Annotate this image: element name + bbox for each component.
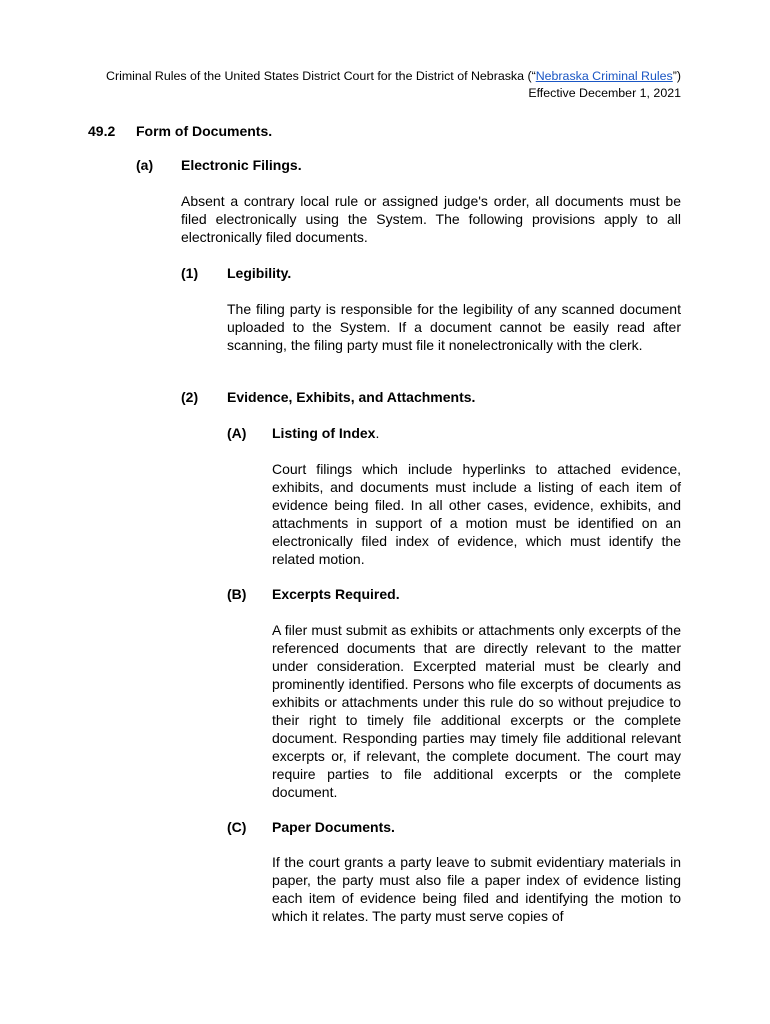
item-B-title: Excerpts Required. [272, 586, 400, 602]
rule-number: 49.2 [88, 123, 116, 139]
section-a-title: Electronic Filings. [181, 157, 302, 173]
nebraska-criminal-rules-link[interactable]: Nebraska Criminal Rules [535, 69, 673, 83]
section-a-marker: (a) [136, 157, 154, 173]
item-2-title: Evidence, Exhibits, and Attachments. [227, 389, 476, 405]
item-A-text: Court filings which include hyperlinks to attached evidence, exhibits, and documents must include a listing of each item of evidence being filed. In all other cases, evidence, exhibits, and attachments in support of a motion must be identified on an electronically filed index of evidence, which must identify the related motion. [272, 461, 681, 567]
item-A-title: Listing of Index [272, 425, 376, 441]
item-B-marker: (B) [227, 586, 247, 602]
item-A-marker: (A) [227, 425, 247, 441]
header-suffix: ”) [672, 69, 681, 83]
item-1-marker: (1) [181, 265, 199, 281]
item-1-title: Legibility. [227, 265, 292, 281]
item-2-marker: (2) [181, 389, 199, 405]
item-A-title-suffix: . [375, 425, 380, 441]
header-effective-date: Effective December 1, 2021 [528, 86, 681, 100]
header-prefix: Criminal Rules of the United States District Court for the District of Nebraska (“ [106, 69, 536, 83]
header-title [61, 68, 681, 85]
item-B-text: A filer must submit as exhibits or attachments only excerpts of the referenced documents that are directly relevant to the matter under consideration. Excerpted material must be clearly and prominently identified. Persons who file excerpts of documents as exhibits or attachments under this rule do so without prejudice to their right to timely file additional excerpts or the complete document. Responding parties may timely file additional relevant excerpts or, if relevant, the complete document. The court may require parties to file additional excerpts or the complete document. [272, 622, 681, 800]
item-1-text: The filing party is responsible for the legibility of any scanned document uploaded to the System. If a document cannot be easily read after scanning, the filing party must file it nonelectronically with the clerk. [227, 301, 681, 353]
item-C-text: If the court grants a party leave to submit evidentiary materials in paper, the party must also file a paper index of evidence listing each item of evidence being filed and identifying the motion to which it relates. The party must serve copies of [272, 854, 681, 924]
rule-title: Form of Documents. [136, 123, 273, 139]
section-a-text: Absent a contrary local rule or assigned judge's order, all documents must be filed electronically using the System. The following provisions apply to all electronically filed documents. [181, 193, 681, 245]
item-C-marker: (C) [227, 819, 247, 835]
item-A-heading [272, 424, 379, 442]
page-header [61, 68, 681, 102]
item-C-title: Paper Documents. [272, 819, 395, 835]
